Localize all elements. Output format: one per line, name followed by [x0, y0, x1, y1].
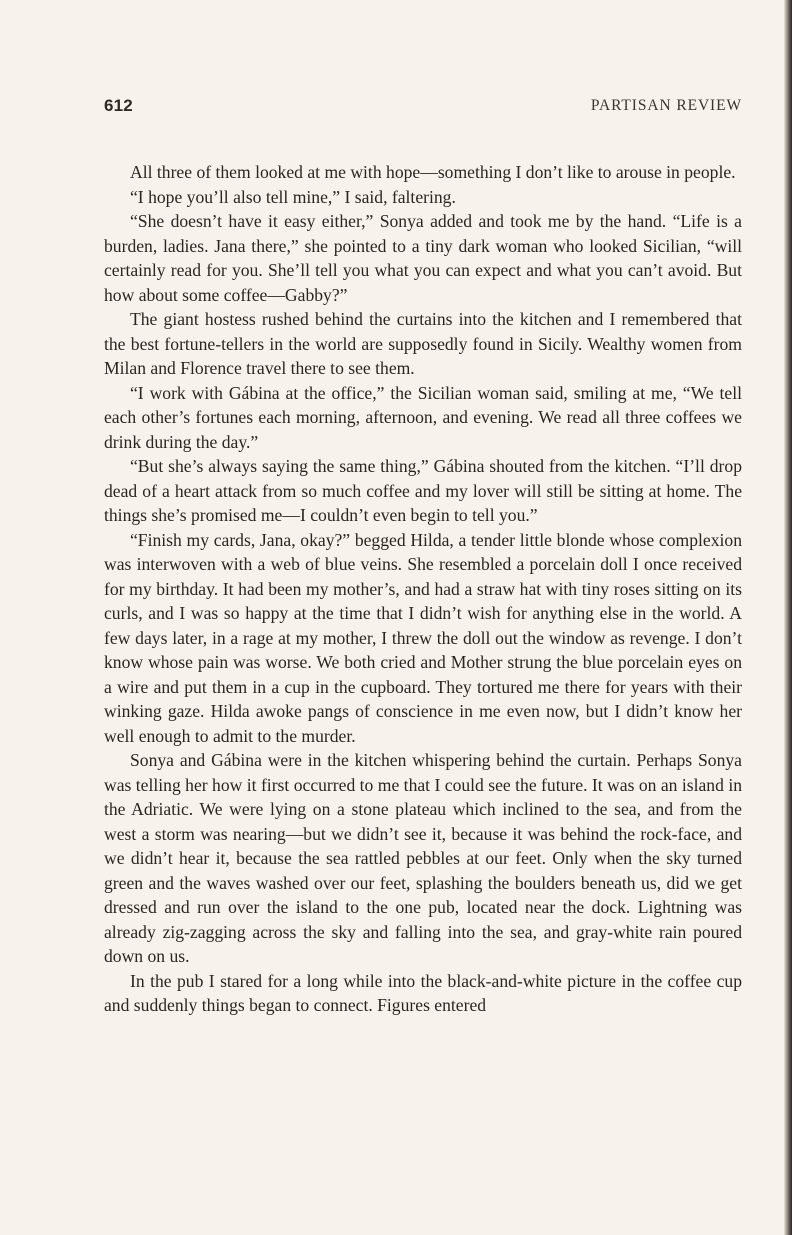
- paragraph: “Finish my cards, Jana, okay?” begged Hilda, a tender little blonde whose complexion was interwoven with a web of blue veins. She resembled a porcelain doll I once received for my birthday. It had been my mother’s, and had a straw hat with tiny roses sitting on its curls, and I was so happy at the time that I didn’t wish for anything else in the world. A few days later, in a rage at my mother, I threw the doll out the window as revenge. I don’t know whose pain was worse. We both cried and Mother strung the blue porcelain eyes on a wire and put them in a cup in the cupboard. They tortured me there for years with their winking gaze. Hilda awoke pangs of conscience in me even now, but I didn’t know her well enough to admit to the murder.: [104, 529, 742, 746]
- page-edge-shadow: [784, 0, 792, 1235]
- paragraph: All three of them looked at me with hope—something I don’t like to arouse in people.: [130, 162, 736, 182]
- page-number: 612: [104, 96, 133, 115]
- paragraph: Sonya and Gábina were in the kitchen whispering behind the curtain. Perhaps Sonya was telling her how it first occurred to me that I could see the future. It was on an island in the Adriatic. We were lying on a stone plateau which inclined to the sea, and from the west a storm was nearing—but we didn’t see it, because it was behind the rock-face, and we didn’t hear it, because the sea rattled pebbles at our feet. Only when the sky turned green and the waves washed over our feet, splashing the boulders beneath us, did we get dressed and run over the island to the one pub, located near the dock. Lightning was already zig-zagging across the sky and falling into the sea, and gray-white rain poured down on us.: [104, 750, 742, 966]
- paragraph: “She doesn’t have it easy either,” Sonya added and took me by the hand. “Life is a burden, ladies. Jana there,” she pointed to a tiny dark woman who looked Sicilian, “will certainly read for you. She’ll tell you what you can expect and what you can’t avoid. But how about some coffee—Gabby?”: [104, 211, 742, 305]
- paragraph: “But she’s always saying the same thing,” Gábina shouted from the kitchen. “I’ll drop dead of a heart attack from so much coffee and my lover will still be sitting at home. The things she’s promised me—I couldn’t even begin to tell you.”: [104, 456, 742, 525]
- body-text: [104, 160, 742, 1018]
- running-head: [104, 96, 742, 120]
- journal-title: PARTISAN REVIEW: [590, 97, 742, 114]
- paragraph: In the pub I stared for a long while into the black-and-white picture in the coffee cup and suddenly things began to connect. Figures entered: [104, 970, 742, 1015]
- paragraph: “I hope you’ll also tell mine,” I said, faltering.: [130, 186, 456, 207]
- paragraph: “I work with Gábina at the office,” the Sicilian woman said, smiling at me, “We tell each other’s fortunes each morning, afternoon, and evening. We read all three coffees we drink during the day.”: [104, 382, 742, 452]
- paragraph: The giant hostess rushed behind the curtains into the kitchen and I remembered that the best fortune-tellers in the world are supposedly found in Sicily. Wealthy women from Milan and Florence travel there to see them.: [104, 309, 742, 378]
